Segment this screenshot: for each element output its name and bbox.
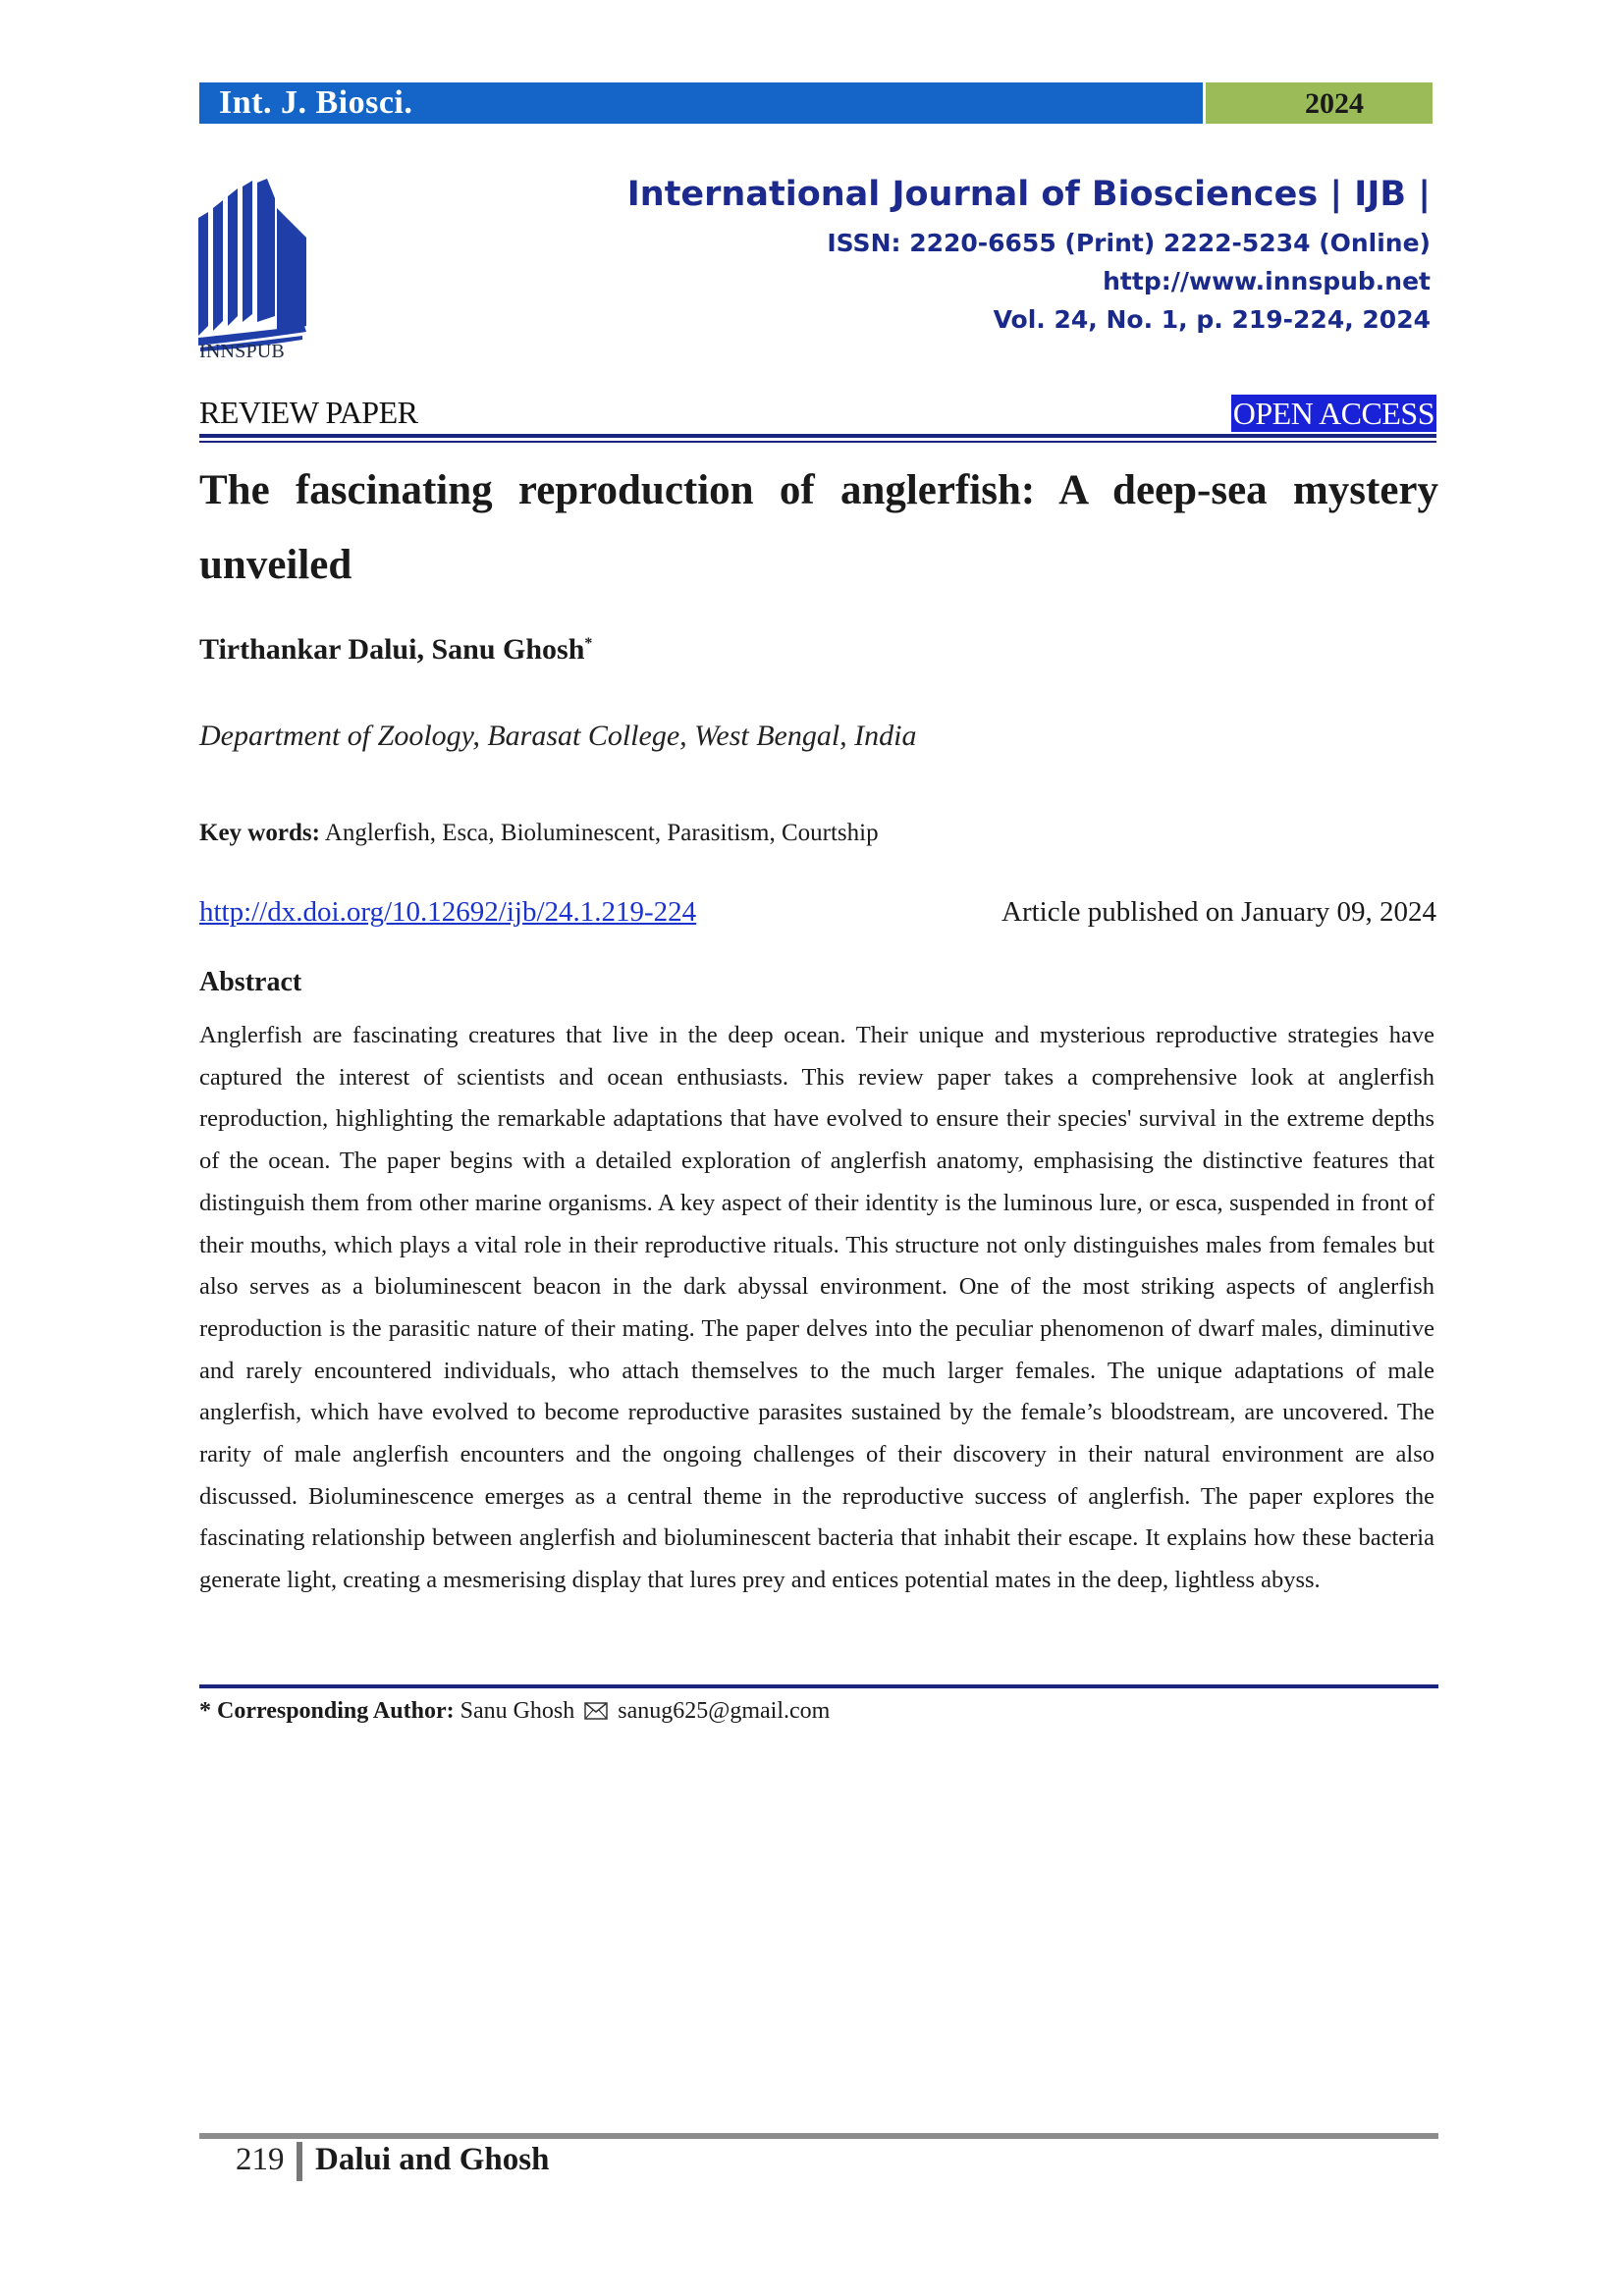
keywords: [199, 820, 879, 847]
journal-name: International Journal of Biosciences | IJB |: [626, 175, 1431, 214]
published-date: Article published on January 09, 2024: [1001, 896, 1436, 928]
keywords-list: Anglerfish, Esca, Bioluminescent, Parasitism, Courtship: [324, 820, 879, 846]
page-number: 219: [236, 2142, 285, 2177]
corresponding-email[interactable]: sanug625@gmail.com: [618, 1698, 831, 1724]
corresponding-label: Corresponding Author:: [217, 1698, 455, 1724]
corresponding-name: Sanu Ghosh: [460, 1698, 575, 1724]
year: 2024: [1305, 87, 1364, 120]
corresponding-star: *: [199, 1698, 211, 1724]
footer-rule: [199, 2133, 1438, 2139]
open-access-badge: OPEN ACCESS: [1232, 396, 1434, 431]
envelope-icon: [584, 1702, 608, 1720]
logo-text: INNSPUB: [199, 341, 285, 362]
year-banner: [1206, 82, 1433, 124]
affiliation: Department of Zoology, Barasat College, West Bengal, India: [199, 720, 917, 752]
journal-abbrev-banner: [199, 82, 1203, 124]
header-rule: [199, 434, 1436, 438]
volume-info: Vol. 24, No. 1, p. 219-224, 2024: [993, 305, 1431, 334]
journal-website-link[interactable]: http://www.innspub.net: [1103, 267, 1431, 295]
running-head: Dalui and Ghosh: [315, 2142, 550, 2177]
author-names: Tirthankar Dalui, Sanu Ghosh: [199, 633, 585, 666]
corresponding-mark: *: [584, 635, 593, 652]
corresponding-author: [199, 1698, 830, 1725]
abstract-rule: [199, 1684, 1438, 1688]
innspub-logo-icon: [196, 179, 312, 365]
paper-type: REVIEW PAPER: [199, 395, 418, 430]
keywords-label: Key words:: [199, 820, 320, 846]
footer-divider: [297, 2142, 302, 2181]
issn: ISSN: 2220-6655 (Print) 2222-5234 (Online): [827, 229, 1431, 257]
authors: [199, 633, 592, 667]
abstract-heading: Abstract: [199, 967, 302, 997]
paper-title: The fascinating reproduction of anglerfish: A deep-sea mystery unveiled: [199, 467, 1438, 588]
doi-link[interactable]: http://dx.doi.org/10.12692/ijb/24.1.219-224: [199, 896, 697, 928]
journal-abbrev: Int. J. Biosci.: [219, 84, 413, 121]
header-rule-thin: [199, 441, 1436, 443]
abstract-text: Anglerfish are fascinating creatures that live in the deep ocean. Their unique and mysterious reproductive strategies have captured the interest of scientists and ocean enthusiasts. This review paper takes a comprehensive look at anglerfish reproduction, highlighting the remarkable adaptations that have evolved to ensure their species' survival in the extreme depths of the ocean. The paper begins with a detailed exploration of anglerfish anatomy, emphasising the distinctive features that distinguish them from other marine organisms. A key aspect of their identity is the luminous lure, or esca, suspended in front of their mouths, which plays a vital role in their reproductive rituals. This structure not only distinguishes males from females but also serves as a bioluminescent beacon in the dark abyssal environment. One of the most striking aspects of anglerfish reproduction is the parasitic nature of their mating. The paper delves into the peculiar phenomenon of dwarf males, diminutive and rarely encountered individuals, who attach themselves to the much larger females. The unique adaptations of male anglerfish, which have evolved to become reproductive parasites sustained by the female’s bloodstream, are uncovered. The rarity of male anglerfish encounters and the ongoing challenges of their discovery in their natural environment are also discussed. Bioluminescence emerges as a central theme in the reproductive success of anglerfish. The paper explores the fascinating relationship between anglerfish and bioluminescent bacteria that inhabit their escape. It explains how these bacteria generate light, creating a mesmerising display that lures prey and entices potential mates in the deep, lightless abyss.: [199, 1022, 1434, 1594]
